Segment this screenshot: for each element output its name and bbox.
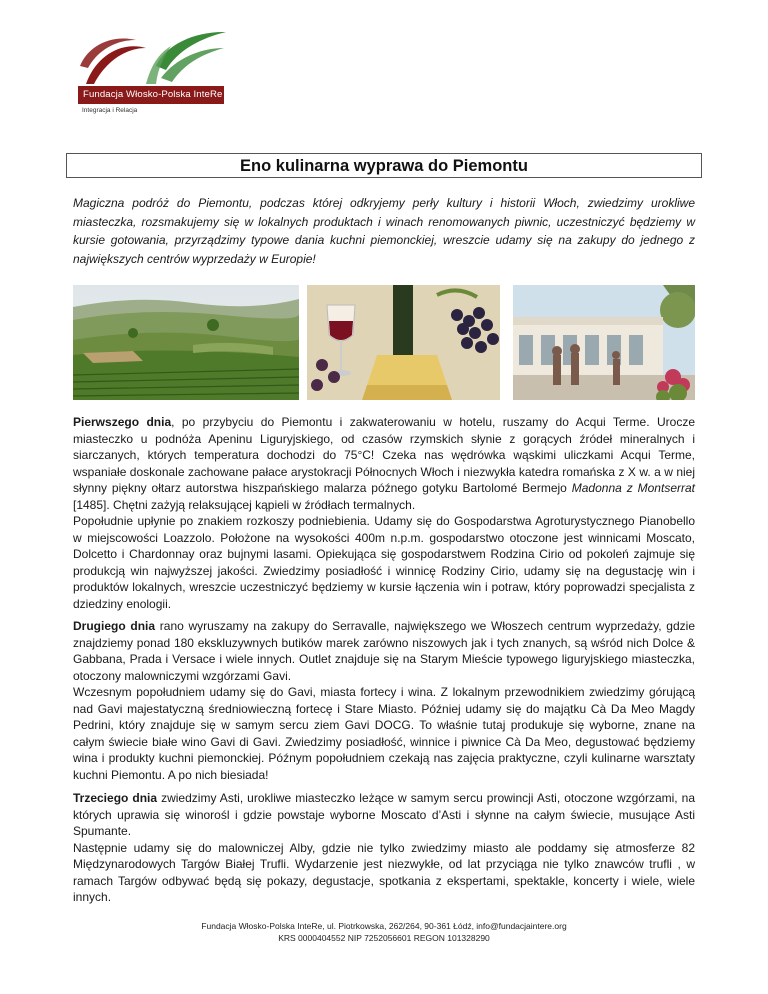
- day2-section: [73, 618, 695, 783]
- day1-lead: Pierwszego dnia: [73, 415, 172, 429]
- day3-paragraph-1: [73, 790, 695, 840]
- footer-registry: KRS 0000404552 NIP 7252056601 REGON 101328290: [278, 933, 490, 943]
- day3-lead: Trzeciego dnia: [73, 791, 158, 805]
- day3-paragraph-2: Następnie udamy się do malowniczej Alby, gdzie nie tylko zwiedzimy miasto ale poddamy się atmosferze 82 Międzynarodowych Targów Białej Trufli. Wydarzenie jest niezwykłe, od lat przyciąga nie tylko znawców trufli , w ramach Targów odbywać będą się pokazy, degustacje, spotkania z ekspertami, spektakle, koncerty i wiele, wiele innych.: [73, 840, 695, 904]
- day1-paragraph-2: Popołudnie upłynie po znakiem rozkoszy podniebienia. Udamy się do Gospodarstwa Agroturystycznego Pianobello w miejscowości Loazzolo. Położone na wysokości 400m n.p.m. gospodarstwo otoczone jest winnicami Moscato, Dolcetto i Chardonnay oraz bujnymi lasami. Opiekująca się gospodarstwem Rodzina Cirio od pokoleń zajmuje się produkcją win najwyższej jakości. Zwiedzimy posiadłość i winnicę Rodziny Cirio, udamy się na degustację win i produktów lokalnych, wreszcie uczestniczyć będziemy w kursie łączenia win i potraw, który poprowadzi specjalista z dziedziny enologii.: [73, 514, 695, 611]
- day2-paragraph-1: [73, 618, 695, 684]
- logo-name-band: [78, 86, 224, 104]
- day3-section: [73, 790, 695, 906]
- footer-address: Fundacja Włosko-Polska InteRe, ul. Piotrkowska, 262/264, 90-361 Łódź, info@fundacjaintere.org: [201, 921, 567, 931]
- foundation-logo: [66, 26, 236, 126]
- day2-lead: Drugiego dnia: [73, 619, 156, 633]
- logo-tagline: Integracja i Relacja: [82, 107, 138, 114]
- day3-text-a: zwiedzimy Asti, urokliwe miasteczko leżące w samym sercu prowincji Asti, otoczone wzgórzami, na których uprawia się winorośl i gdzie powstaje wyborne Moscato d’Asti i słynne na całym świecie, musujące Asti Spumante.: [73, 791, 696, 838]
- page-title: Eno kulinarna wyprawa do Piemontu: [240, 157, 528, 175]
- title-box: [66, 153, 702, 178]
- photo-outlet-shopping-street: [513, 285, 695, 400]
- day1-paragraph-1: [73, 414, 695, 513]
- day1-painting-title: Madonna z Montserrat: [571, 481, 695, 495]
- day1-text-b: [1485]. Chętni zażyją relaksującej kąpieli w źródłach termalnych.: [73, 497, 416, 512]
- footer: [0, 920, 768, 944]
- day2-paragraph-2: Wczesnym popołudniem udamy się do Gavi, miasta fortecy i wina. Z lokalnym przewodnikiem zwiedzimy górującą nad Gavi majestatyczną średniowieczną fortecę i Stare Miasto. Później udamy się do majątku Cà Da Meo Magdy Pedrini, który znajduje się w samym sercu ziem Gavi DOCG. To właśnie tutaj produkuje się wyborne, znane na całym świecie białe wino Gavi di Gavi. Zwiedzimy posiadłość, winnice i piwnice Cà Da Meo, degustować będziemy wina i produkty kuchni piemonckiej. Późnym popołudniem czekają nas zajęcia praktyczne, czyli kulinarne warsztaty kuchni Piemontu. A po nich biesiada!: [73, 685, 695, 782]
- day2-text-a: rano wyruszamy na zakupy do Serravalle, największego we Włoszech centrum wyprzedaży, gdzie znajdziemy ponad 180 ekskluzywnych butików marek zarówno niszowych jak i tych znanych, są wśród nich Dolce & Gabbana, Prada i Versace i wiele innych. Outlet znajduje się na Starym Mieście typowego liguryjskiego miasteczka, otoczony malowniczymi wzgórzami Gavi.: [73, 619, 695, 683]
- logo-org-name: Fundacja Włosko-Polska InteRe: [83, 89, 223, 100]
- intro-paragraph: Magiczna podróż do Piemontu, podczas której odkryjemy perły kultury i historii Włoch, zwiedzimy urokliwe miasteczka, rozsmakujemy się w lokalnych produktach i winach renomowanych piwnic, uczestniczyć będziemy w kursie gotowania, przyrządzimy typowe dania kuchni piemonckiej, wreszcie udamy się na zakupy do jednego z największych centrów wyprzedaży w Europie!: [73, 196, 695, 266]
- photo-wine-and-cheese: [307, 285, 500, 400]
- wings-icon: [66, 26, 236, 88]
- day1-text-a: , po przybyciu do Piemontu i zakwaterowaniu w hotelu, ruszamy do Acqui Terme. Urocze miasteczko u podnóża Apeninu Liguryjskiego, od czasów rzymskich słynie z gorących źródeł mineralnych i siarczanych, których temperatura dochodzi do 75°C! Czeka nas wędrówka wąskimi uliczkami Acqui Terme, wspaniałe doskonale zachowane pałace arystokracji Północnych Włoch i niezwykła katedra romańska z X w. a w niej słynny piękny ołtarz autorstwa hiszpańskiego malarza późnego gotyku Bartolomé Bermejo: [73, 415, 695, 495]
- day1-section: [73, 414, 695, 612]
- photo-vineyard-hills: [73, 285, 299, 400]
